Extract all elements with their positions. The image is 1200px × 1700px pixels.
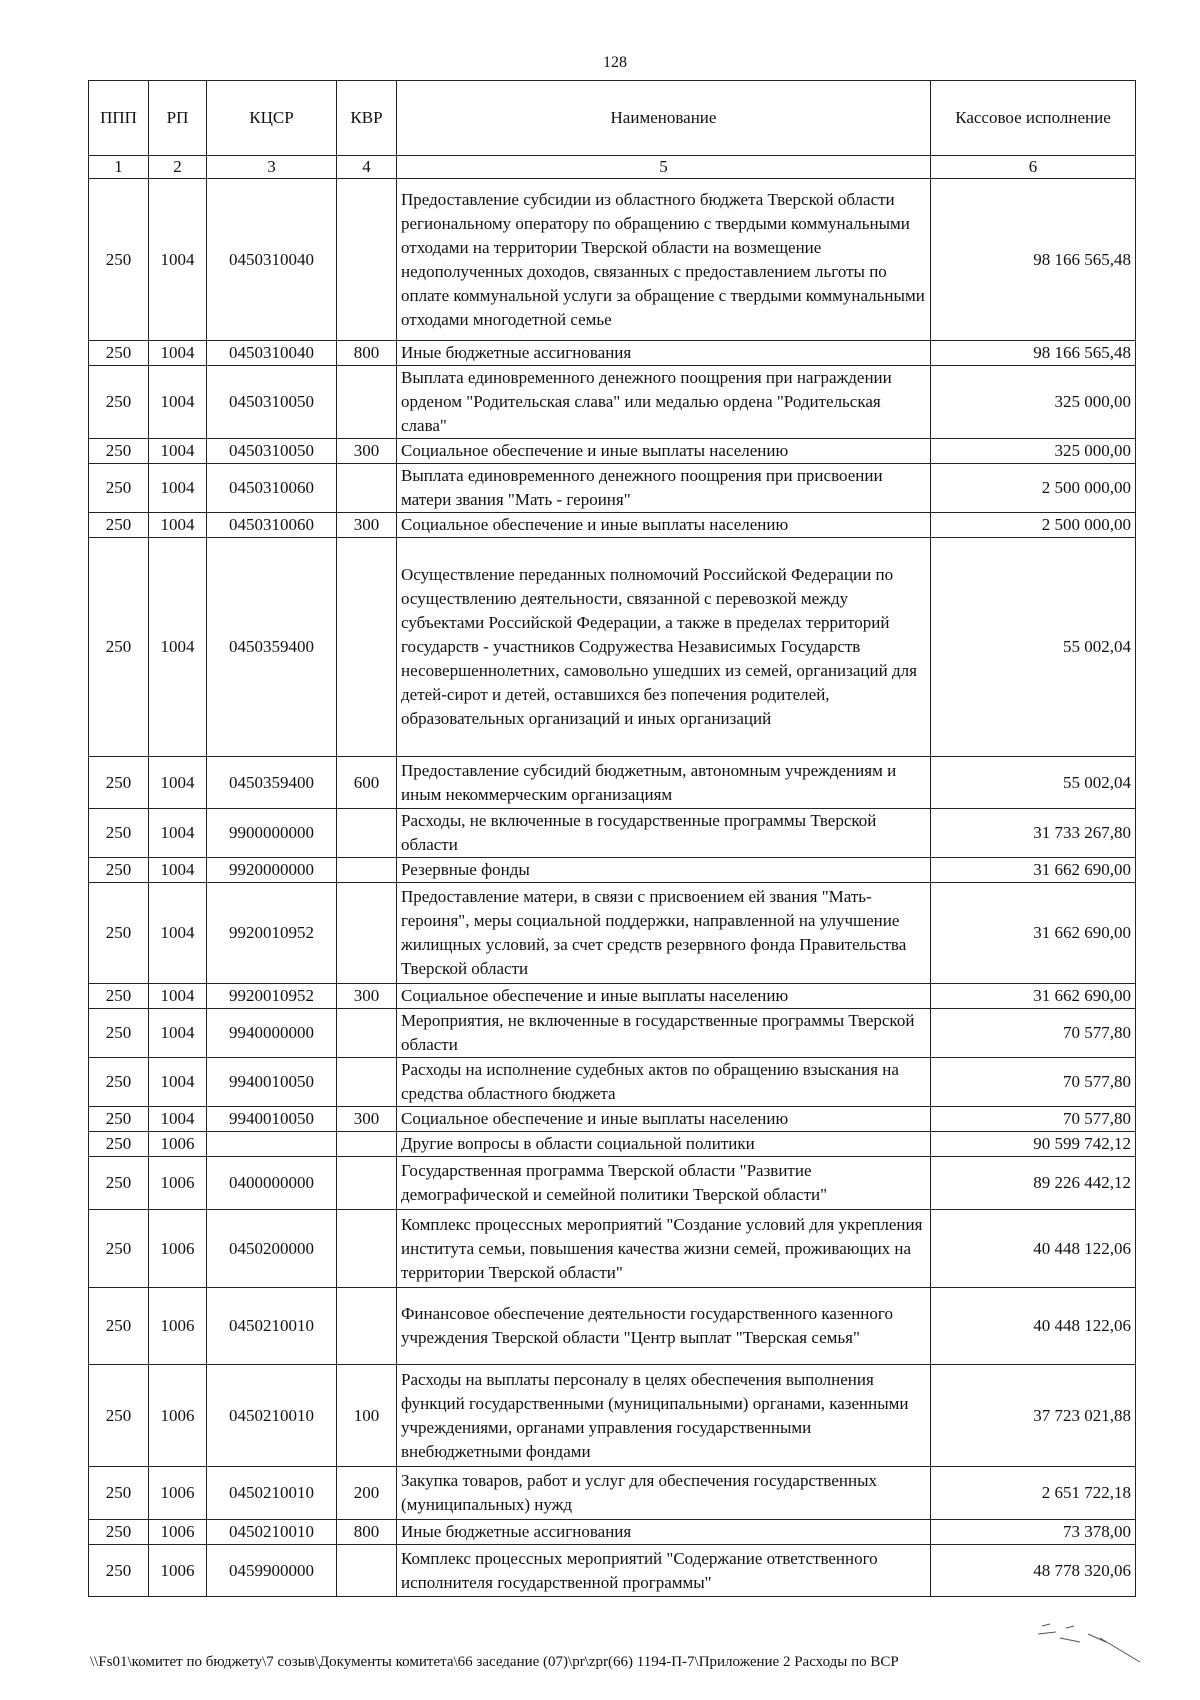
header-row [89,81,1136,156]
table-row [89,1157,1136,1210]
table-row [89,809,1136,858]
table-row [89,513,1136,538]
cell-amount: 98 166 565,48 [931,179,1136,341]
cell-ppp: 250 [89,179,149,341]
cell-name: Социальное обеспечение и иные выплаты населению [397,984,931,1009]
cell-kvr [337,1545,397,1597]
column-number: 5 [397,156,931,179]
cell-amount: 90 599 742,12 [931,1132,1136,1157]
cell-amount: 73 378,00 [931,1520,1136,1545]
cell-rp: 1006 [149,1365,207,1467]
cell-rp: 1004 [149,439,207,464]
table-row [89,1210,1136,1288]
cell-name: Выплата единовременного денежного поощрения при награждении орденом "Родительская слава" или медалью ордена "Родительская слава" [397,366,931,439]
cell-kcsr: 0450310040 [207,341,337,366]
table-row [89,1288,1136,1365]
cell-ppp: 250 [89,984,149,1009]
cell-kcsr: 9920000000 [207,858,337,883]
cell-amount: 40 448 122,06 [931,1288,1136,1365]
cell-ppp: 250 [89,1545,149,1597]
cell-name: Иные бюджетные ассигнования [397,341,931,366]
cell-kvr [337,538,397,757]
cell-name: Предоставление матери, в связи с присвоением ей звания "Мать-героиня", меры социальной поддержки, направленной на улучшение жилищных условий, за счет средств резервного фонда Правительства Тверской области [397,883,931,984]
cell-kcsr [207,1132,337,1157]
cell-name: Расходы, не включенные в государственные программы Тверской области [397,809,931,858]
cell-ppp: 250 [89,439,149,464]
cell-rp: 1004 [149,1107,207,1132]
cell-kvr [337,809,397,858]
table-row [89,179,1136,341]
header-kvr: КВР [337,81,397,156]
table-row [89,1132,1136,1157]
cell-kvr [337,464,397,513]
cell-amount: 40 448 122,06 [931,1210,1136,1288]
table-row [89,1467,1136,1520]
cell-ppp: 250 [89,1210,149,1288]
cell-kvr [337,366,397,439]
budget-table [88,80,1136,1597]
cell-amount: 31 733 267,80 [931,809,1136,858]
cell-ppp: 250 [89,464,149,513]
cell-amount: 2 500 000,00 [931,513,1136,538]
cell-ppp: 250 [89,538,149,757]
cell-kcsr: 0450310060 [207,513,337,538]
cell-ppp: 250 [89,883,149,984]
cell-kvr [337,1210,397,1288]
cell-amount: 31 662 690,00 [931,858,1136,883]
cell-rp: 1004 [149,513,207,538]
cell-rp: 1004 [149,538,207,757]
cell-amount: 70 577,80 [931,1058,1136,1107]
cell-rp: 1006 [149,1132,207,1157]
cell-kcsr: 0450210010 [207,1288,337,1365]
cell-kcsr: 9940000000 [207,1009,337,1058]
cell-ppp: 250 [89,513,149,538]
cell-name: Выплата единовременного денежного поощрения при присвоении матери звания "Мать - героиня" [397,464,931,513]
cell-name: Социальное обеспечение и иные выплаты населению [397,1107,931,1132]
cell-rp: 1004 [149,1058,207,1107]
table-row [89,1545,1136,1597]
table-row [89,757,1136,809]
cell-ppp: 250 [89,341,149,366]
cell-kcsr: 0400000000 [207,1157,337,1210]
cell-kcsr: 0450200000 [207,1210,337,1288]
cell-kvr [337,1288,397,1365]
cell-ppp: 250 [89,1520,149,1545]
cell-rp: 1006 [149,1520,207,1545]
cell-kcsr: 0450310040 [207,179,337,341]
cell-name: Комплекс процессных мероприятий "Создание условий для укрепления института семьи, повышения качества жизни семей, проживающих на территории Тверской области" [397,1210,931,1288]
cell-rp: 1006 [149,1467,207,1520]
column-number: 3 [207,156,337,179]
cell-kvr [337,1058,397,1107]
cell-rp: 1004 [149,757,207,809]
column-number-row [89,156,1136,179]
column-number: 4 [337,156,397,179]
cell-amount: 2 651 722,18 [931,1467,1136,1520]
table-row [89,858,1136,883]
cell-kcsr: 9940010050 [207,1107,337,1132]
cell-amount: 98 166 565,48 [931,341,1136,366]
cell-ppp: 250 [89,1058,149,1107]
cell-ppp: 250 [89,1157,149,1210]
table-row [89,341,1136,366]
cell-kcsr: 0450359400 [207,538,337,757]
cell-rp: 1004 [149,464,207,513]
cell-name: Расходы на выплаты персоналу в целях обеспечения выполнения функций государственными (муниципальными) органами, казенными учреждениями, органами управления государственными внебюджетными фондами [397,1365,931,1467]
table-row [89,883,1136,984]
cell-kcsr: 9900000000 [207,809,337,858]
table-row [89,984,1136,1009]
cell-ppp: 250 [89,809,149,858]
table-row [89,538,1136,757]
cell-ppp: 250 [89,1288,149,1365]
scan-mark-graphic [1030,1612,1180,1672]
cell-name: Предоставление субсидий бюджетным, автономным учреждениям и иным некоммерческим организациям [397,757,931,809]
cell-rp: 1004 [149,341,207,366]
cell-rp: 1006 [149,1210,207,1288]
table-row [89,366,1136,439]
cell-kvr [337,858,397,883]
cell-rp: 1004 [149,858,207,883]
cell-name: Социальное обеспечение и иные выплаты населению [397,439,931,464]
cell-kcsr: 0450310050 [207,366,337,439]
cell-kcsr: 9920010952 [207,883,337,984]
cell-kvr [337,1157,397,1210]
cell-kvr: 200 [337,1467,397,1520]
header-kcsr: КЦСР [207,81,337,156]
cell-kvr: 300 [337,1107,397,1132]
cell-amount: 31 662 690,00 [931,883,1136,984]
cell-rp: 1004 [149,984,207,1009]
cell-kvr: 300 [337,439,397,464]
cell-name: Социальное обеспечение и иные выплаты населению [397,513,931,538]
cell-rp: 1004 [149,366,207,439]
cell-rp: 1006 [149,1545,207,1597]
cell-kcsr: 0450210010 [207,1365,337,1467]
cell-amount: 55 002,04 [931,538,1136,757]
cell-name: Закупка товаров, работ и услуг для обеспечения государственных (муниципальных) нужд [397,1467,931,1520]
cell-name: Финансовое обеспечение деятельности государственного казенного учреждения Тверской области "Центр выплат "Тверская семья" [397,1288,931,1365]
header-rp: РП [149,81,207,156]
cell-name: Комплекс процессных мероприятий "Содержание ответственного исполнителя государственной программы" [397,1545,931,1597]
table-row [89,464,1136,513]
table-row [89,439,1136,464]
page-number: 128 [603,54,627,71]
cell-name: Расходы на исполнение судебных актов по обращению взыскания на средства областного бюджета [397,1058,931,1107]
cell-ppp: 250 [89,366,149,439]
cell-kvr [337,179,397,341]
table-row [89,1009,1136,1058]
cell-name: Осуществление переданных полномочий Российской Федерации по осуществлению деятельности, связанной с перевозкой между субъектами Российской Федерации, а также в пределах территорий государств - участников Содружества Независимых Государств несовершеннолетних, самовольно ушедших из семей, организаций для детей-сирот и детей, оставшихся без попечения родителей, образовательных организаций и иных организаций [397,538,931,757]
cell-amount: 55 002,04 [931,757,1136,809]
cell-amount: 89 226 442,12 [931,1157,1136,1210]
cell-kvr: 100 [337,1365,397,1467]
cell-kvr [337,1009,397,1058]
footer-file-path: \\Fs01\комитет по бюджету\7 созыв\Документы комитета\66 заседание (07)\pr\zpr(66) 1194-П-7\Приложение 2 Расходы по ВСР [90,1654,899,1670]
table-row [89,1058,1136,1107]
column-number: 1 [89,156,149,179]
cell-ppp: 250 [89,1365,149,1467]
cell-amount: 2 500 000,00 [931,464,1136,513]
cell-kcsr: 0450359400 [207,757,337,809]
cell-ppp: 250 [89,858,149,883]
cell-ppp: 250 [89,757,149,809]
cell-kcsr: 0450210010 [207,1467,337,1520]
cell-ppp: 250 [89,1132,149,1157]
cell-amount: 70 577,80 [931,1009,1136,1058]
cell-name: Резервные фонды [397,858,931,883]
table-row [89,1107,1136,1132]
cell-name: Другие вопросы в области социальной политики [397,1132,931,1157]
cell-kvr [337,1132,397,1157]
cell-name: Мероприятия, не включенные в государственные программы Тверской области [397,1009,931,1058]
cell-ppp: 250 [89,1107,149,1132]
cell-kcsr: 9940010050 [207,1058,337,1107]
cell-amount: 48 778 320,06 [931,1545,1136,1597]
cell-name: Иные бюджетные ассигнования [397,1520,931,1545]
cell-kcsr: 0450310050 [207,439,337,464]
cell-ppp: 250 [89,1467,149,1520]
cell-amount: 31 662 690,00 [931,984,1136,1009]
cell-kvr: 300 [337,984,397,1009]
cell-kvr: 800 [337,1520,397,1545]
cell-rp: 1006 [149,1288,207,1365]
cell-amount: 70 577,80 [931,1107,1136,1132]
cell-kvr: 800 [337,341,397,366]
cell-rp: 1004 [149,1009,207,1058]
cell-kcsr: 0450310060 [207,464,337,513]
cell-amount: 37 723 021,88 [931,1365,1136,1467]
cell-kvr: 300 [337,513,397,538]
cell-kvr: 600 [337,757,397,809]
cell-amount: 325 000,00 [931,366,1136,439]
header-amount: Кассовое исполнение [931,81,1136,156]
header-ppp: ППП [89,81,149,156]
cell-amount: 325 000,00 [931,439,1136,464]
cell-kcsr: 0450210010 [207,1520,337,1545]
column-number: 6 [931,156,1136,179]
cell-name: Государственная программа Тверской области "Развитие демографической и семейной политики Тверской области" [397,1157,931,1210]
cell-kvr [337,883,397,984]
cell-rp: 1004 [149,883,207,984]
cell-kcsr: 0459900000 [207,1545,337,1597]
cell-name: Предоставление субсидии из областного бюджета Тверской области региональному оператору по обращению с твердыми коммунальными отходами на территории Тверской области на возмещение недополученных доходов, связанных с предоставлением льготы по оплате коммунальной услуги за обращение с твердыми коммунальными отходами многодетной семье [397,179,931,341]
table-row [89,1520,1136,1545]
column-number: 2 [149,156,207,179]
table-row [89,1365,1136,1467]
cell-kcsr: 9920010952 [207,984,337,1009]
cell-rp: 1004 [149,179,207,341]
cell-rp: 1004 [149,809,207,858]
cell-rp: 1006 [149,1157,207,1210]
cell-ppp: 250 [89,1009,149,1058]
header-name: Наименование [397,81,931,156]
